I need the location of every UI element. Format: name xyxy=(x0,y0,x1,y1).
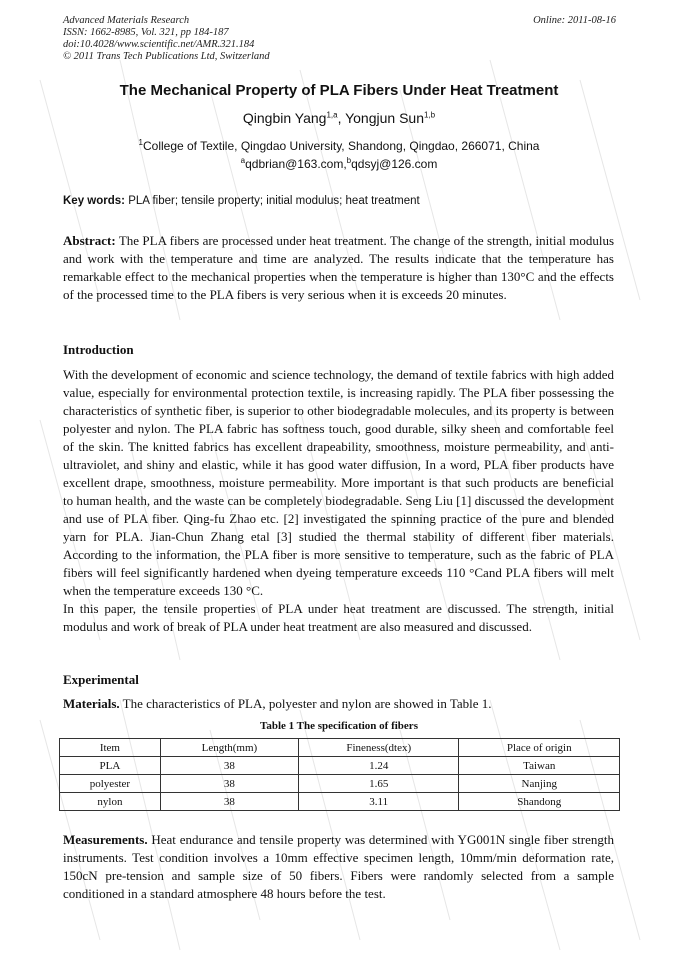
fiber-spec-table xyxy=(59,738,620,811)
introduction-paragraph xyxy=(63,366,614,636)
email-line xyxy=(0,156,678,171)
author-name: Yongjun Sun xyxy=(345,110,424,126)
table-header-cell: Item xyxy=(60,739,161,757)
table-cell: Shandong xyxy=(459,793,620,811)
doi: doi:10.4028/www.scientific.net/AMR.321.184 xyxy=(63,39,255,50)
table-header-cell: Fineness(dtex) xyxy=(298,739,458,757)
abstract-text: The PLA fibers are processed under heat treatment. The change of the strength, initial modulus and work with the temperature and time are analyzed. The results indicate that the temperature has remarkable effect to the mechanical properties when the temperature is higher than 130°C and the effects of the processed time to the PLA fibers is very serious when it is exceeds 20 minutes. xyxy=(63,233,614,302)
email-address: qdsyj@126.com xyxy=(351,157,438,171)
table-caption: Table 1 The specification of fibers xyxy=(260,720,418,732)
table-header-cell: Length(mm) xyxy=(160,739,298,757)
online-date: Online: 2011-08-16 xyxy=(533,15,616,26)
copyright: © 2011 Trans Tech Publications Ltd, Switzerland xyxy=(63,51,270,62)
table-header-cell: Place of origin xyxy=(459,739,620,757)
journal-name: Advanced Materials Research xyxy=(63,15,190,26)
section-heading: Introduction xyxy=(63,342,134,357)
affiliation xyxy=(0,138,678,153)
table-cell: Taiwan xyxy=(459,757,620,775)
table-cell: 3.11 xyxy=(298,793,458,811)
measurements-text: Heat endurance and tensile property was determined with YG001N single fiber strength instruments. Test condition involves a 10mm effective specimen length, 10mm/min deformation rate, 150cN pre-tension and sample size of 50 fibers. Fibers were randomly selected from a sample conditioned in a standard atmosphere 48 hours before the test. xyxy=(63,832,614,901)
author-superscript: 1,b xyxy=(424,110,436,120)
table-row xyxy=(60,793,620,811)
materials-text: The characteristics of PLA, polyester and nylon are showed in Table 1. xyxy=(119,696,492,711)
abstract-label: Abstract: xyxy=(63,233,116,248)
affiliation-text: College of Textile, Qingdao University, Shandong, Qingdao, 266071, China xyxy=(142,139,540,153)
email-superscript: a xyxy=(240,156,246,165)
paragraph-text: With the development of economic and science technology, the demand of textile fabrics with high added value, especially for environmental protection textile, is increasing rapidly. The PLA fiber possessing the characteristics of synthetic fiber, is superior to other biodegradable molecules, and its property is between polyester and nylon. The PLA fabric has softness touch, good durable, silky sheen and comfortable feel of the skin. The knitted fabrics has excellent drapeability, smoothness, moisture permeability, and anti-ultraviolet, and shiny and elastic, while it has good water diffusion, In a word, PLA fiber products have excellent drape, smoothness, moisture permeability. More important is that such products are beneficial to human health, and the waste can be completely biodegradable. Seng Liu [1] discussed the development and use of PLA fiber. Qing-fu Zhao etc. [2] investigated the spinning practice of the pure and blended yarn for PLA. Jian-Chun Zhang etal [3] studied the thermal stability of different fiber materials. According to the information, the PLA fiber is more sensitive to temperature, such as the fabric of PLA fibers will feel significantly hardened when dyeing temperature exceeds 110 °Cand PLA fibers will melt when the temperature exceeds 130 °C. xyxy=(63,367,614,598)
author-superscript: 1,a xyxy=(326,110,338,120)
paper-title: The Mechanical Property of PLA Fibers Under Heat Treatment xyxy=(119,82,559,99)
table-cell: polyester xyxy=(60,775,161,793)
table-cell: 38 xyxy=(160,793,298,811)
table-cell: 1.65 xyxy=(298,775,458,793)
measurements-label: Measurements. xyxy=(63,832,148,847)
author-separator: , xyxy=(337,110,346,126)
paragraph-text: In this paper, the tensile properties of PLA under heat treatment are discussed. The strength, initial modulus and work of break of PLA under heat treatment are also measured and discussed. xyxy=(63,601,614,634)
table-cell: 38 xyxy=(160,775,298,793)
table-cell: nylon xyxy=(60,793,161,811)
journal-header xyxy=(63,15,270,63)
keywords-label: Key words: xyxy=(63,195,125,207)
affiliation-superscript: 1 xyxy=(138,138,143,147)
table-cell: 38 xyxy=(160,757,298,775)
table-row xyxy=(60,775,620,793)
author-line xyxy=(0,110,678,126)
email-superscript: b xyxy=(346,156,352,165)
table-header-row xyxy=(60,739,620,757)
table-cell: PLA xyxy=(60,757,161,775)
abstract xyxy=(63,232,614,304)
email-address: qdbrian@163.com, xyxy=(245,157,347,171)
materials-label: Materials. xyxy=(63,696,120,711)
table-row xyxy=(60,757,620,775)
keywords-text: PLA fiber; tensile property; initial modulus; heat treatment xyxy=(125,195,420,207)
issn: ISSN: 1662-8985, Vol. 321, pp 184-187 xyxy=(63,27,229,38)
materials-paragraph xyxy=(63,695,614,713)
keywords xyxy=(63,195,623,207)
measurements-paragraph xyxy=(63,831,614,903)
author-name: Qingbin Yang xyxy=(242,110,327,126)
table-cell: Nanjing xyxy=(459,775,620,793)
table-cell: 1.24 xyxy=(298,757,458,775)
section-heading: Experimental xyxy=(63,672,139,687)
